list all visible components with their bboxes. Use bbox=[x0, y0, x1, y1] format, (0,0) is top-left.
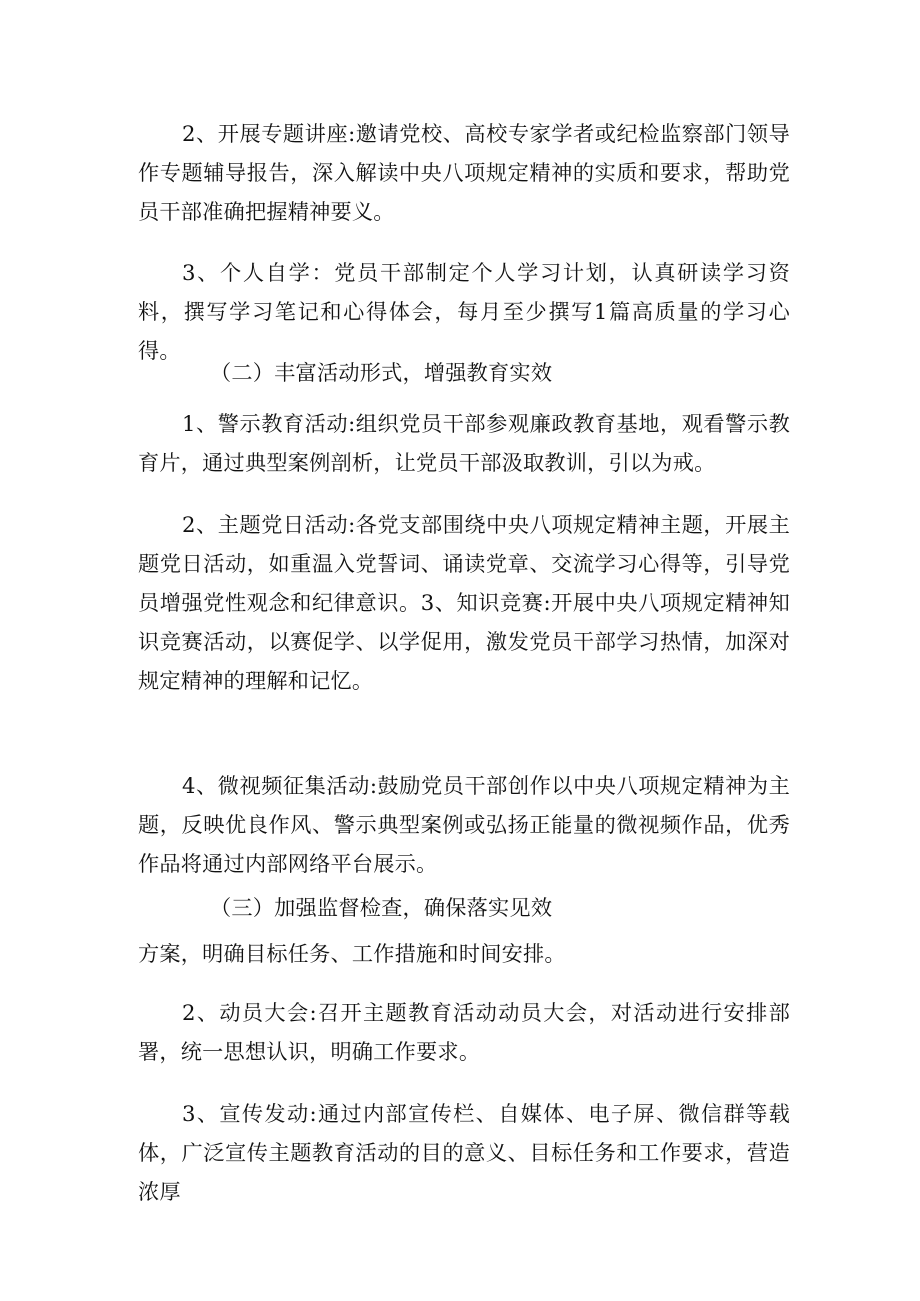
section-heading-3: （三）加强监督检查，确保落实见效 bbox=[210, 895, 553, 920]
paragraph-plan-tail: 方案，明确目标任务、工作措施和时间安排。 bbox=[138, 941, 566, 966]
section-heading-2: （二）丰富活动形式，增强教育实效 bbox=[210, 360, 553, 385]
paragraph-micro-video: 4、微视频征集活动:鼓励党员干部创作以中央八项规定精神为主题，反映优良作风、警示典型案例或弘扬正能量的微视频作品，优秀作品将通过内部网络平台展示。 bbox=[138, 773, 790, 876]
paragraph-publicity: 3、宣传发动:通过内部宣传栏、自媒体、电子屏、微信群等载体，广泛宣传主题教育活动的目的意义、目标任务和工作要求，营造浓厚 bbox=[138, 1101, 790, 1204]
paragraph-party-day: 2、主题党日活动:各党支部围绕中央八项规定精神主题，开展主题党日活动，如重温入党誓词、诵读党章、交流学习心得等，引导党员增强党性观念和纪律意识。3、知识竞赛:开展中央八项规定精神知识竞赛活动，以赛促学、以学促用，激发党员干部学习热情，加深对规定精神的理解和记忆。 bbox=[138, 512, 790, 693]
paragraph-warning-education: 1、警示教育活动:组织党员干部参观廉政教育基地，观看警示教育片，通过典型案例剖析，让党员干部汲取教训，引以为戒。 bbox=[138, 411, 790, 475]
paragraph-self-study: 3、个人自学：党员干部制定个人学习计划，认真研读学习资料，撰写学习笔记和心得体会，每月至少撰写1篇高质量的学习心得。 bbox=[138, 260, 790, 363]
paragraph-lecture: 2、开展专题讲座:邀请党校、高校专家学者或纪检监察部门领导作专题辅导报告，深入解读中央八项规定精神的实质和要求，帮助党员干部准确把握精神要义。 bbox=[138, 121, 790, 224]
paragraph-mobilization: 2、动员大会:召开主题教育活动动员大会，对活动进行安排部署，统一思想认识，明确工作要求。 bbox=[138, 1000, 790, 1064]
